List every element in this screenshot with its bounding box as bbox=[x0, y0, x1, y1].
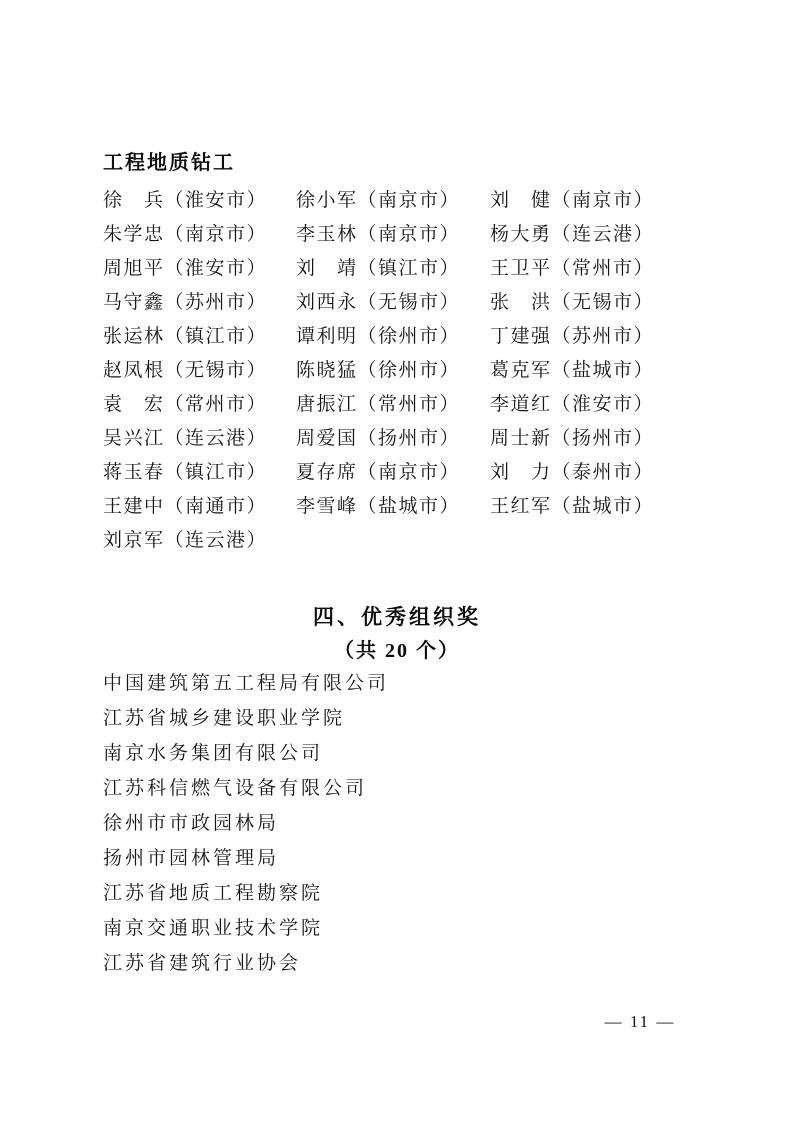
winner-entry: 王卫平（常州市） bbox=[490, 258, 655, 279]
winner-entry: 夏存席（南京市） bbox=[296, 462, 461, 483]
winner-entry: 王建中（南通市） bbox=[103, 496, 268, 517]
winner-entry: 周士新（扬州市） bbox=[490, 428, 655, 449]
winner-entry: 蒋玉春（镇江市） bbox=[103, 462, 268, 483]
winner-entry: 徐 兵（淮安市） bbox=[103, 190, 268, 211]
organization-item: 中国建筑第五工程局有限公司 bbox=[103, 673, 390, 694]
winner-entry: 徐小军（南京市） bbox=[296, 190, 461, 211]
organization-list bbox=[103, 666, 663, 981]
winner-entry: 刘 力（泰州市） bbox=[490, 462, 655, 483]
winner-entry: 谭利明（徐州市） bbox=[296, 326, 461, 347]
winner-entry: 王红军（盐城市） bbox=[490, 496, 655, 517]
organization-item: 江苏省城乡建设职业学院 bbox=[103, 708, 346, 729]
winner-entry: 袁 宏（常州市） bbox=[103, 394, 268, 415]
winner-entry: 张运林（镇江市） bbox=[103, 326, 268, 347]
award-section-title: 四、优秀组织奖 bbox=[313, 605, 481, 629]
organization-item: 南京交通职业技术学院 bbox=[103, 918, 324, 939]
winner-entry: 陈晓猛（徐州市） bbox=[296, 360, 461, 381]
winner-entry: 刘 靖（镇江市） bbox=[296, 258, 461, 279]
winner-entry: 葛克军（盐城市） bbox=[490, 360, 655, 381]
winner-entry: 吴兴江（连云港） bbox=[103, 428, 268, 449]
winner-entry: 张 洪（无锡市） bbox=[490, 292, 655, 313]
winner-entry: 李雪峰（盐城市） bbox=[296, 496, 461, 517]
organization-item: 扬州市园林管理局 bbox=[103, 848, 280, 869]
winner-entry: 周旭平（淮安市） bbox=[103, 258, 268, 279]
winner-entry: 周爱国（扬州市） bbox=[296, 428, 461, 449]
winner-entry: 唐振江（常州市） bbox=[296, 394, 461, 415]
winner-entry: 刘西永（无锡市） bbox=[296, 292, 461, 313]
winner-entry: 刘京军（连云港） bbox=[103, 530, 268, 551]
page-number: — 11 — bbox=[604, 1012, 676, 1031]
organization-item: 江苏科信燃气设备有限公司 bbox=[103, 778, 368, 799]
winner-entry: 马守鑫（苏州市） bbox=[103, 292, 268, 313]
winner-entry: 赵凤根（无锡市） bbox=[103, 360, 268, 381]
winner-entry: 丁建强（苏州市） bbox=[490, 326, 655, 347]
winner-entry: 朱学忠（南京市） bbox=[103, 224, 268, 245]
winner-entry: 刘 健（南京市） bbox=[490, 190, 655, 211]
winner-entry: 李玉林（南京市） bbox=[296, 224, 461, 245]
winner-entry: 李道红（淮安市） bbox=[490, 394, 655, 415]
winner-entry: 杨大勇（连云港） bbox=[490, 224, 655, 245]
organization-item: 江苏省地质工程勘察院 bbox=[103, 883, 324, 904]
winners-list bbox=[103, 184, 688, 558]
award-count-subtitle: （共 20 个） bbox=[334, 640, 460, 662]
organization-item: 江苏省建筑行业协会 bbox=[103, 953, 302, 974]
organization-item: 徐州市市政园林局 bbox=[103, 813, 280, 834]
organization-item: 南京水务集团有限公司 bbox=[103, 743, 324, 764]
section-title-engineering-geological-driller: 工程地质钻工 bbox=[103, 152, 235, 174]
